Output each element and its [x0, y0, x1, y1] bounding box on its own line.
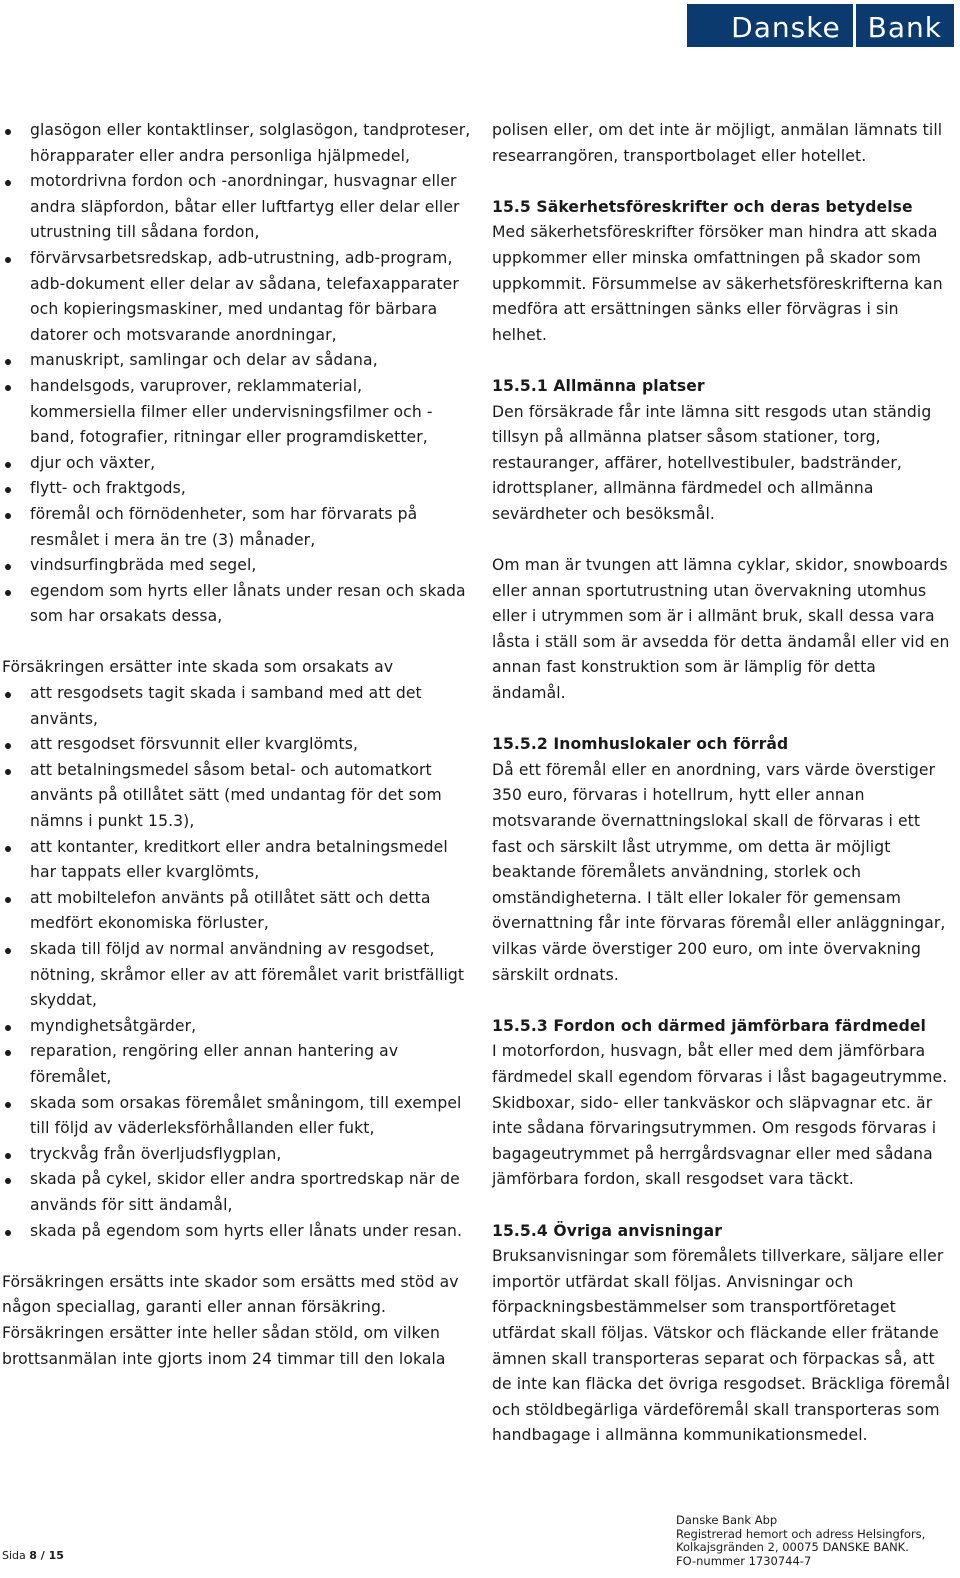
section-paragraph: Om man är tvungen att lämna cyklar, skidor, snowboards eller annan sportutrustning utan övervakning utomhus eller i utrymmen som är i allmänt bruk, skall dessa vara låsta i ställ som är avsedda för detta ändamål eller vid en annan fast konstruktion som är lämplig för detta ändamål. — [492, 556, 950, 703]
list-item: djur och växter, — [2, 451, 472, 477]
bullet-icon — [5, 769, 11, 775]
list-item: att betalningsmedel såsom betal- och automatkort använts på otillåtet sätt (med undantag för det som nämns i punkt 15.3), — [2, 758, 472, 835]
list-item: myndighetsåtgärder, — [2, 1014, 472, 1040]
closing-paragraph: Försäkringen ersätts inte skador som ersätts med stöd av någon speciallag, garanti eller annan försäkring. Försäkringen ersätter inte heller sådan stöld, om vilken brottsanmälan inte gjorts inom 24 timmar till den lokala — [2, 1272, 459, 1368]
list-item: tryckvåg från överljudsflygplan, — [2, 1142, 472, 1168]
list-item: att resgodset försvunnit eller kvarglömts, — [2, 732, 472, 758]
bullet-icon — [5, 897, 11, 903]
section-heading: 15.5.4 Övriga anvisningar — [492, 1221, 723, 1240]
list-item: flytt- och fraktgods, — [2, 476, 472, 502]
list-item: skada på egendom som hyrts eller lånats under resan. — [2, 1219, 472, 1245]
bullet-icon — [5, 948, 11, 954]
list-item: motordrivna fordon och -anordningar, husvagnar eller andra släpfordon, båtar eller luftfartyg eller delar eller utrustning till sådana fordon, — [2, 169, 472, 246]
bullet-icon — [5, 359, 11, 365]
bullet-icon — [5, 180, 11, 186]
footer-line: Kolkajsgränden 2, 00075 DANSKE BANK. — [676, 1540, 909, 1554]
section-paragraph: Med säkerhetsföreskrifter försöker man hindra att skada uppkommer eller minska omfattningen på skador som uppkommit. Försummelse av säkerhetsföreskrifterna kan medföra att ersättningen sänks eller förvägras i sin helhet. — [492, 223, 943, 344]
list-item: att mobiltelefon använts på otillåtet sätt och detta medfört ekonomiska förluster, — [2, 886, 472, 937]
continuation-paragraph: polisen eller, om det inte är möjligt, anmälan lämnats till researrangören, transportbolaget eller hotellet. — [492, 121, 943, 165]
list-item: glasögon eller kontaktlinser, solglasögon, tandproteser, hörapparater eller andra personliga hjälpmedel, — [2, 118, 472, 169]
excluded-causes-list — [2, 681, 472, 1244]
company-footer — [676, 1514, 925, 1568]
excluded-items-list — [2, 118, 472, 630]
bullet-icon — [5, 129, 11, 135]
bullet-icon — [5, 513, 11, 519]
danske-bank-logo — [687, 4, 954, 47]
bullet-icon — [5, 1050, 11, 1056]
section-paragraph: Den försäkrade får inte lämna sitt resgods utan ständig tillsyn på allmänna platser såsom stationer, torg, restauranger, affärer, hotellvestibuler, badstränder, idrottsplaner, allmänna färdmedel och allmänna sevärdheter och besöksmål. — [492, 402, 932, 523]
list-item: skada som orsakas föremålet småningom, till exempel till följd av väderleksförhållanden eller fukt, — [2, 1091, 472, 1142]
bullet-icon — [5, 385, 11, 391]
bullet-icon — [5, 1178, 11, 1184]
exclusion-intro: Försäkringen ersätter inte skada som orsakats av — [2, 658, 394, 677]
list-item: reparation, rengöring eller annan hantering av föremålet, — [2, 1039, 472, 1090]
bullet-icon — [5, 487, 11, 493]
section-heading: 15.5 Säkerhetsföreskrifter och deras betydelse — [492, 197, 913, 216]
list-item: förvärvsarbetsredskap, adb-utrustning, adb-program, adb-dokument eller delar av sådana, telefaxapparater och kopieringsmaskiner, med undantag för bärbara datorer och motsvarande anordningar, — [2, 246, 472, 348]
list-item: vindsurfingbräda med segel, — [2, 553, 472, 579]
footer-line: Registrerad hemort och adress Helsingfors, — [676, 1526, 926, 1541]
section-heading: 15.5.3 Fordon och därmed jämförbara färdmedel — [492, 1016, 926, 1035]
section-heading: 15.5.1 Allmänna platser — [492, 376, 705, 395]
logo-word-bank: Bank — [856, 4, 954, 47]
logo-word-danske: Danske — [687, 4, 853, 47]
bullet-icon — [5, 1102, 11, 1108]
list-item: skada till följd av normal användning av resgodset, nötning, skråmor eller av att föremålet varit bristfälligt skyddat, — [2, 937, 472, 1014]
list-item: skada på cykel, skidor eller andra sportredskap när de används för sitt ändamål, — [2, 1167, 472, 1218]
section-paragraph: Bruksanvisningar som föremålets tillverkare, säljare eller importör utfärdat skall följas. Anvisningar och förpackningsbestämmelser som transportföretaget utfärdat skall följas. Vätskor och fläckande eller frätande ämnen skall transporteras separat och förpackas så, att de inte kan fläcka det övriga resgodset. Bräckliga föremål och stöldbegärliga värdeföremål skall transporteras som handbagage i allmänna kommunikationsmedel. — [492, 1247, 950, 1445]
bullet-icon — [5, 1230, 11, 1236]
list-item: föremål och förnödenheter, som har förvarats på resmålet i mera än tre (3) månader, — [2, 502, 472, 553]
section-paragraph: Då ett föremål eller en anordning, vars värde överstiger 350 euro, förvaras i hotellrum, hytt eller annan motsvarande övernattningslokal skall de förvaras i ett fast och särskilt låst utrymme, om detta är möjligt beaktande föremålets användning, storlek och omständigheterna. I tält eller lokaler för gemensam övernattning får inte förvaras föremål eller anläggningar, vilkas värde överstiger 200 euro, om inte övervakning särskilt ordnats. — [492, 760, 946, 984]
list-item: att kontanter, kreditkort eller andra betalningsmedel har tappats eller kvarglömts, — [2, 835, 472, 886]
bullet-icon — [5, 564, 11, 570]
bullet-icon — [5, 692, 11, 698]
bullet-icon — [5, 1025, 11, 1031]
footer-line: FO-nummer 1730744-7 — [676, 1553, 812, 1568]
left-column — [2, 118, 472, 1372]
bullet-icon — [5, 257, 11, 263]
section-paragraph: I motorfordon, husvagn, båt eller med dem jämförbara färdmedel skall egendom förvaras i låst bagageutrymme. Skidboxar, sido- eller tankväskor och släpvagnar etc. är inte sådana förvaringsutrymmen. Om resgods förvaras i bagageutrymmet på herrgårdsvagnar eller med sådana jämförbara fordon, skall resgodset vara täckt. — [492, 1042, 948, 1189]
bullet-icon — [5, 462, 11, 468]
list-item: egendom som hyrts eller lånats under resan och skada som har orsakats dessa, — [2, 579, 472, 630]
right-column — [492, 118, 954, 1449]
list-item: handelsgods, varuprover, reklammaterial, kommersiella filmer eller undervisningsfilmer och -band, fotografier, ritningar eller programdisketter, — [2, 374, 472, 451]
list-item: manuskript, samlingar och delar av sådana, — [2, 348, 472, 374]
bullet-icon — [5, 846, 11, 852]
page-label: Sida — [2, 1549, 26, 1562]
list-item: att resgodsets tagit skada i samband med att det använts, — [2, 681, 472, 732]
page-count: 8 / 15 — [29, 1549, 64, 1562]
footer-line: Danske Bank Abp — [676, 1513, 778, 1527]
bullet-icon — [5, 743, 11, 749]
bullet-icon — [5, 590, 11, 596]
section-heading: 15.5.2 Inomhuslokaler och förråd — [492, 735, 789, 754]
bullet-icon — [5, 1153, 11, 1159]
page-number — [2, 1549, 64, 1562]
